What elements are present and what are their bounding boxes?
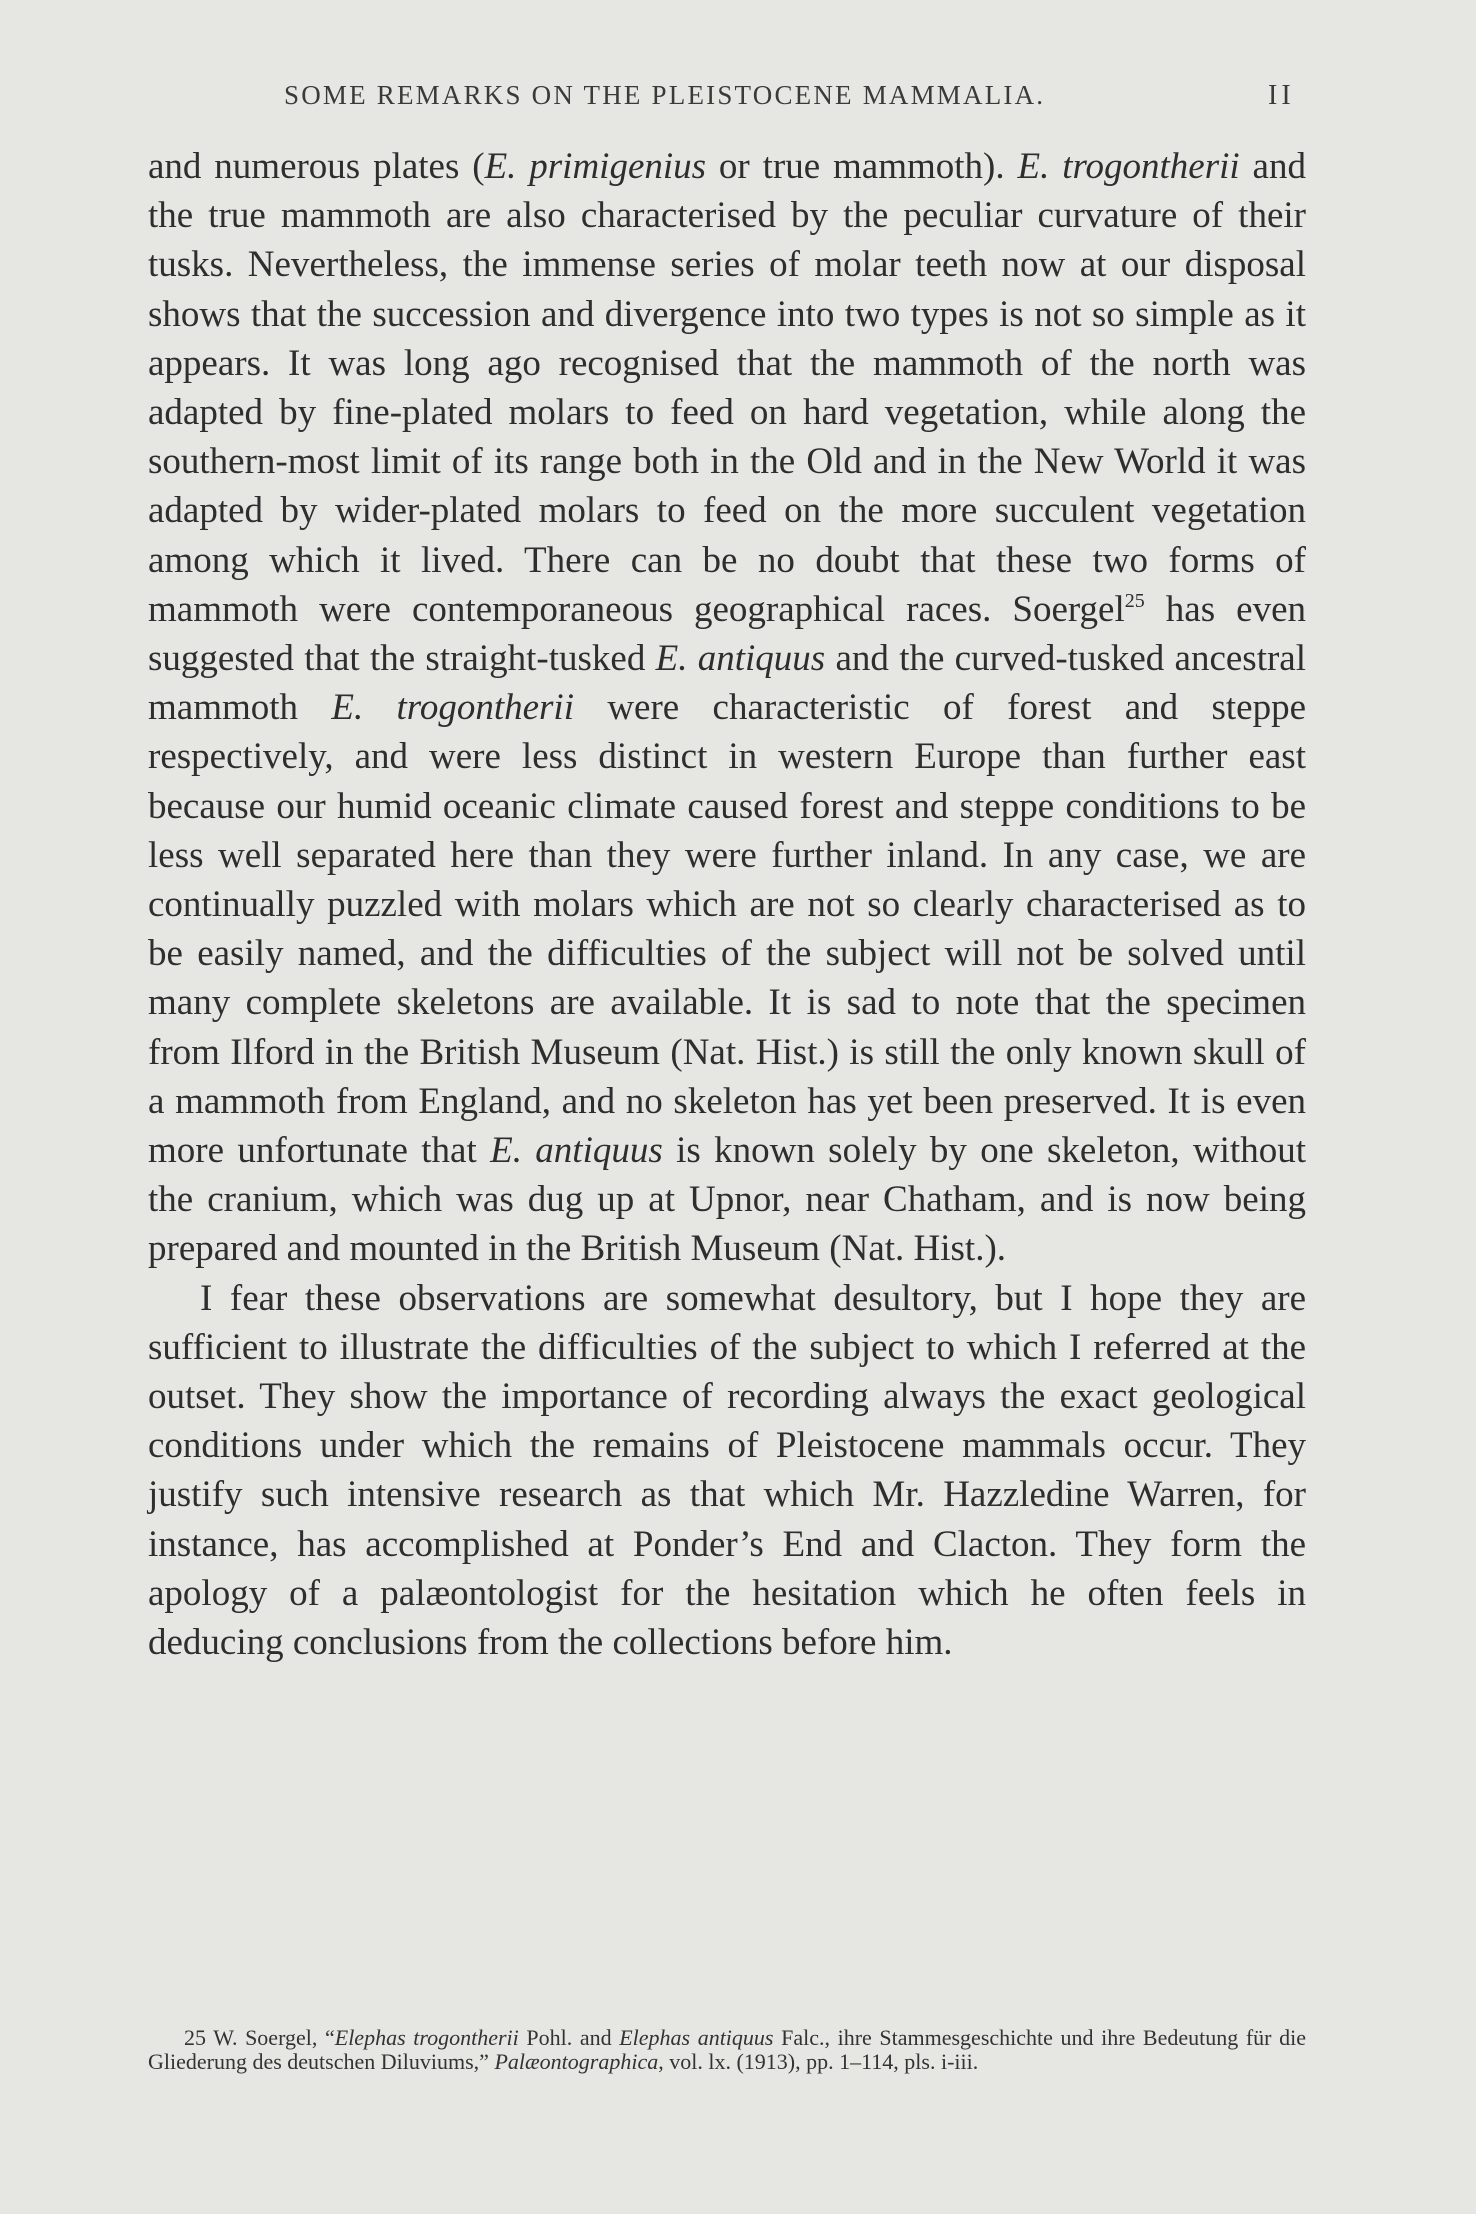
footnote — [148, 2026, 1306, 2074]
text-run: or true mammoth). — [706, 146, 1018, 187]
footnote-text: Falc., ihre Stammesgeschichte und ihre Bedeutung für die Gliederung des deutschen Diluviums,” — [148, 2025, 1306, 2074]
footnote-text: Pohl. and — [518, 2025, 620, 2050]
paragraph-1 — [148, 142, 1306, 1274]
journal-name: Palæontographica — [494, 2049, 659, 2074]
species-name: E. antiquus — [490, 1130, 663, 1172]
page-number: II — [1268, 80, 1295, 111]
species-name: E. trogontherii — [331, 687, 574, 729]
footnote-text: W. Soergel, “ — [206, 2025, 335, 2050]
footnote-reference: 25 — [1124, 589, 1145, 612]
text-run: were characteristic of forest and steppe respectively, and were less distinct in western Europe than further east because our humid oceanic climate caused forest and steppe conditions to be less well separated here than they were further inland. In any case, we are continually puzzled with molars which are not so clearly characterised as to be easily named, and the difficulties of the subject will not be solved until many complete skeletons are available. It is sad to note that the specimen from Ilford in the British Museum (Nat. Hist.) is still the only known skull of a mammoth from England, and no skeleton has yet been preserved. It is even more unfortunate that — [148, 687, 1306, 1172]
running-title: SOME REMARKS ON THE PLEISTOCENE MAMMALIA. — [284, 80, 1046, 110]
species-name: E. antiquus — [655, 638, 826, 680]
footnote-text: , vol. lx. (1913), pp. 1–114, pls. i-iii. — [658, 2049, 979, 2074]
main-text — [148, 142, 1306, 1667]
footnote-title: Elephas trogontherii — [334, 2025, 519, 2050]
text-run: is known solely by one skeleton, without the cranium, which was dug up at Upnor, near Chatham, and is now being prepared and mounted in the British Museum (Nat. Hist.). — [148, 1130, 1306, 1270]
footnote-title: Elephas antiquus — [619, 2025, 774, 2050]
text-run: and the curved-tusked ancestral mammoth — [148, 638, 1307, 729]
species-name: E. trogontherii — [1017, 146, 1240, 187]
paragraph-2: I fear these observations are somewhat desultory, but I hope they are sufficient to illustrate the difficulties of the subject to which I referred at the outset. They show the importance of recording always the exact geological conditions under which the remains of Pleistocene mammals occur. They justify such intensive research as that which Mr. Hazzledine Warren, for instance, has accomplished at Ponder’s End and Clacton. They form the apology of a palæontologist for the hesitation which he often feels in deducing conclusions from the collections before him. — [148, 1277, 1306, 1664]
text-run: and the true mammoth are also characterised by the peculiar curvature of their tusks. Nevertheless, the immense series of molar teeth now at our disposal shows that the succession and divergence into two types is not so simple as it appears. It was long ago recognised that the mammoth of the north was adapted by fine-plated molars to feed on hard vegetation, while along the southern-most limit of its range both in the Old and in the New World it was adapted by wider-plated molars to feed on the more succulent vegetation among which it lived. There can be no doubt that these two forms of mammoth were contemporaneous geographical races. Soergel — [148, 146, 1306, 630]
footnote-number: 25 — [184, 2025, 206, 2050]
text-run: and numerous plates ( — [148, 146, 485, 187]
text-run: has even suggested that the straight-tusked — [148, 588, 1306, 680]
species-name: E. primigenius — [484, 146, 707, 187]
